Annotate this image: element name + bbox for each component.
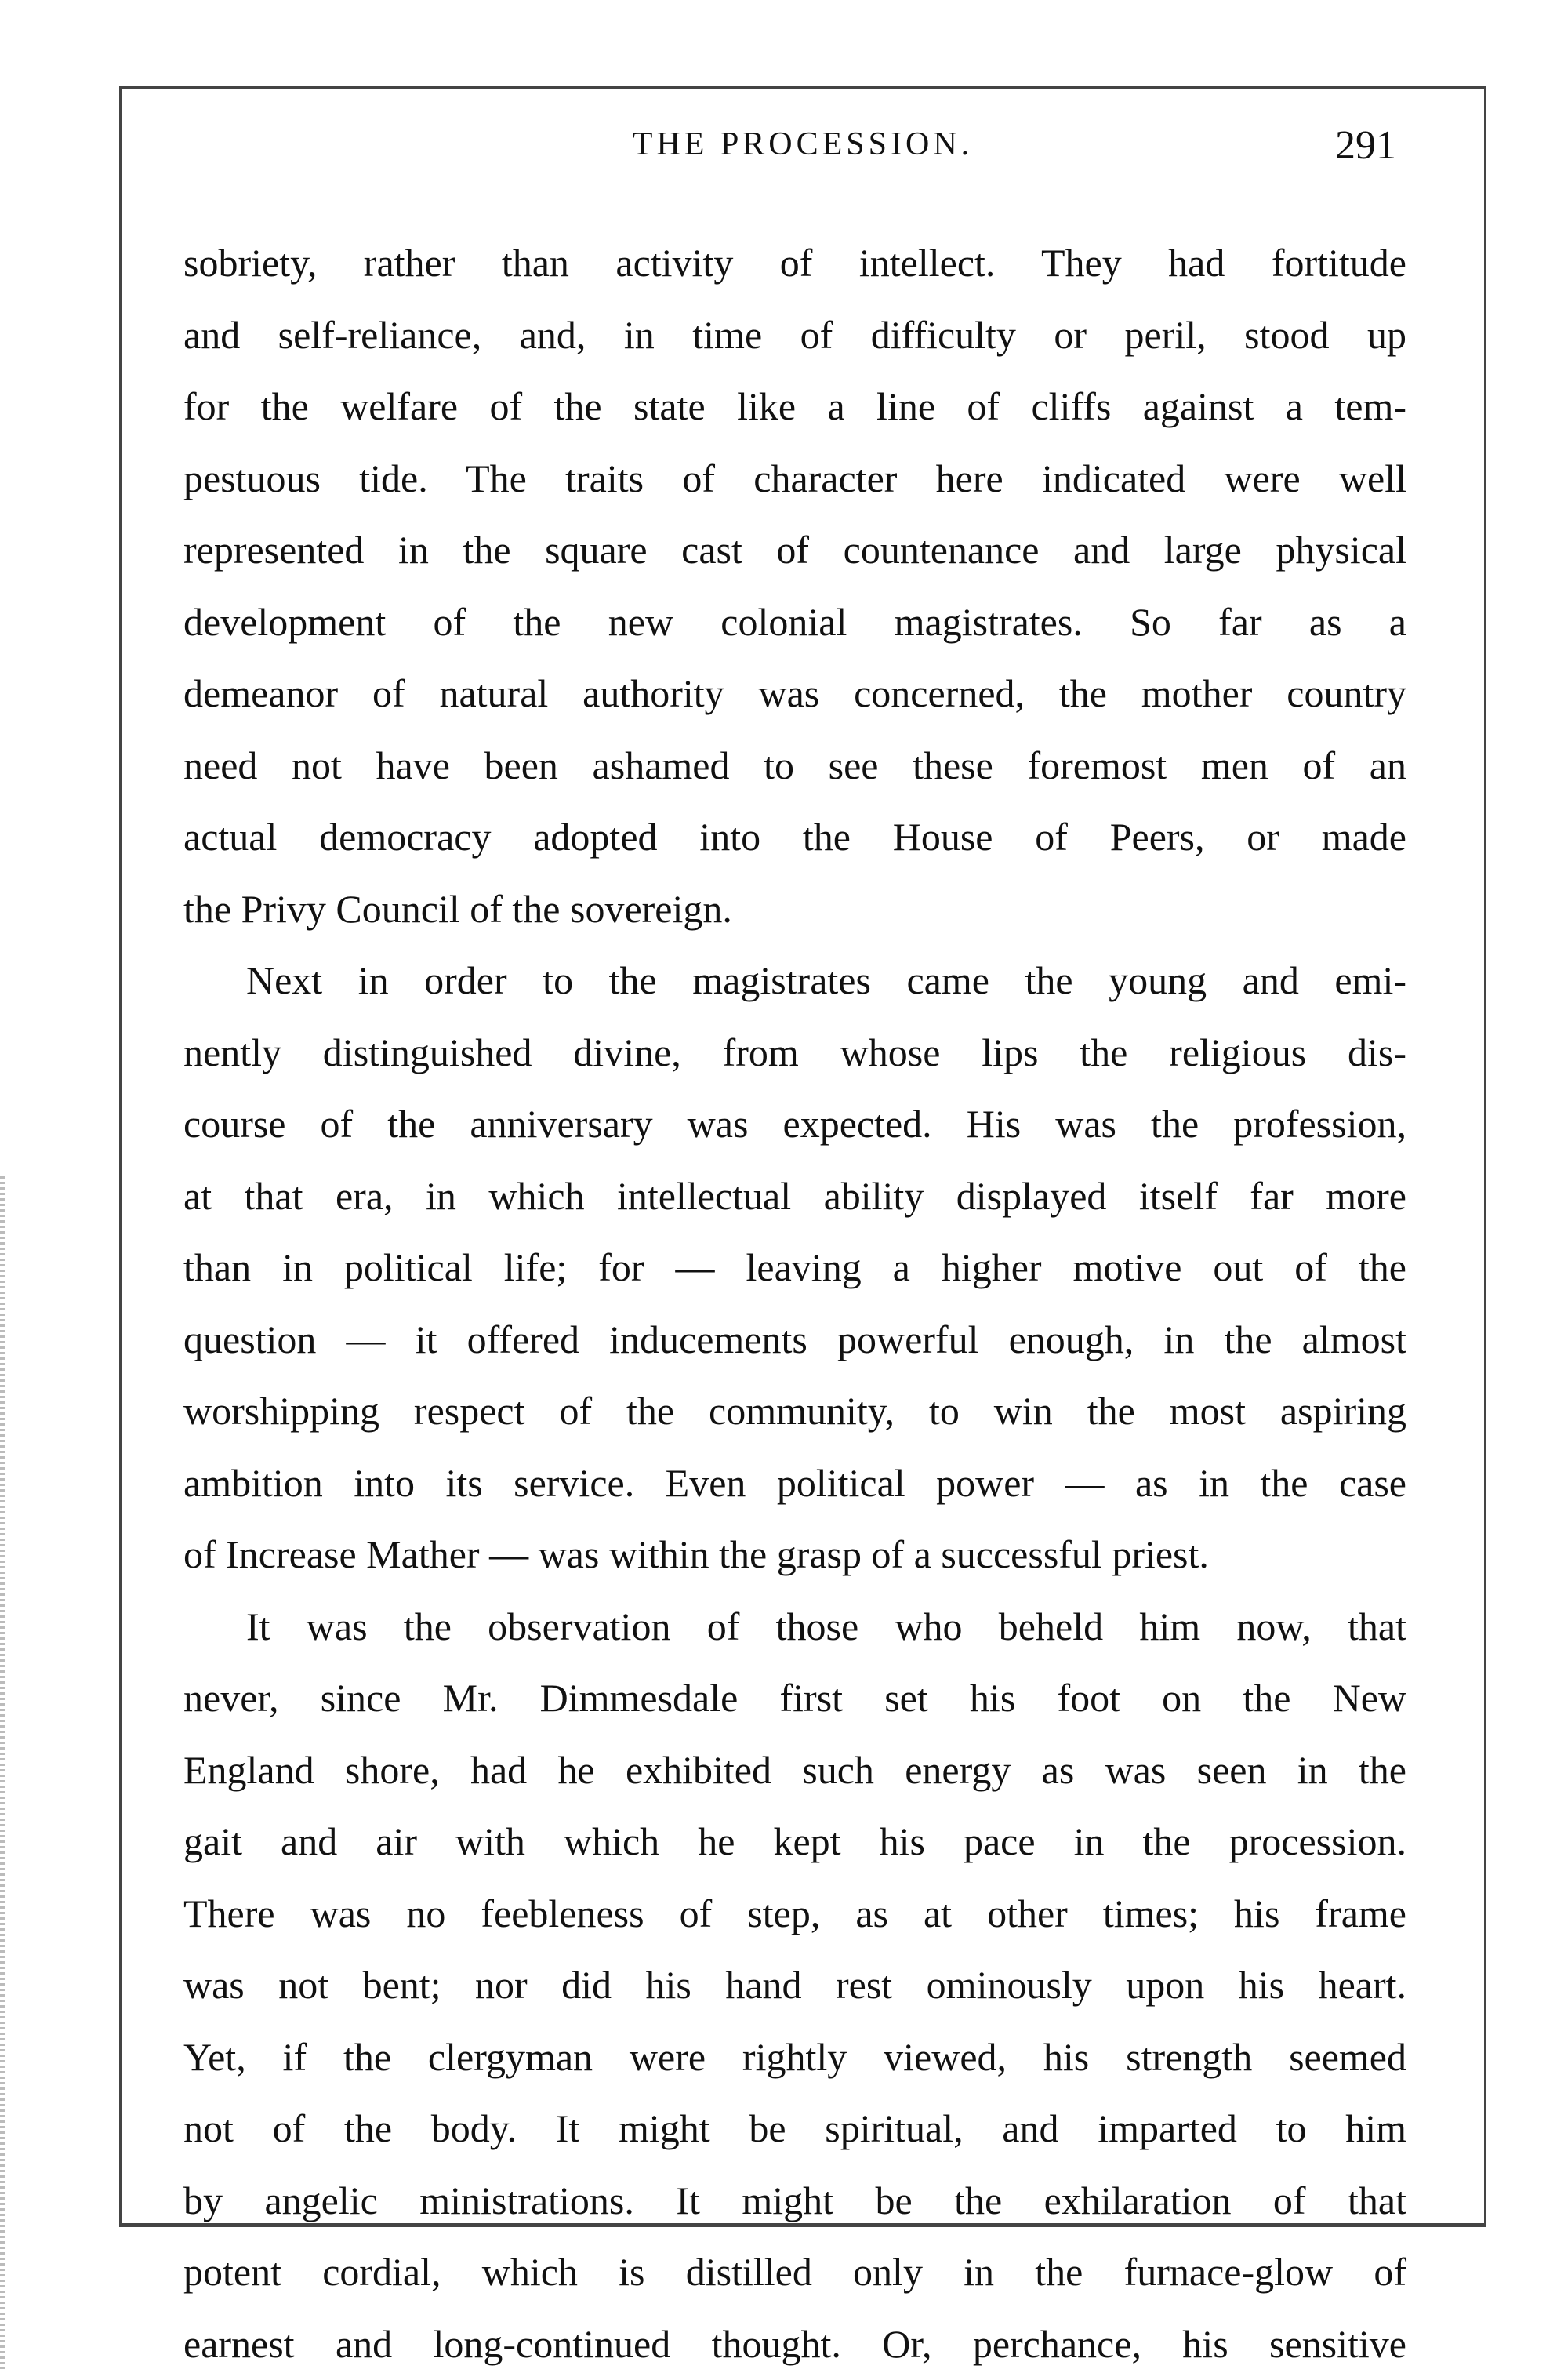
text-line: ambition into its service. Even political power — as in the case xyxy=(183,1448,1406,1520)
text-line: earnest and long-continued thought. Or, perchance, his sensitive xyxy=(183,2309,1406,2380)
text-line: the Privy Council of the sovereign. xyxy=(183,874,1406,946)
text-line: for the welfare of the state like a line of cliffs against a tem- xyxy=(183,371,1406,443)
text-line: It was the observation of those who beheld him now, that xyxy=(183,1591,1406,1663)
text-line: never, since Mr. Dimmesdale first set his foot on the New xyxy=(183,1662,1406,1735)
text-line: demeanor of natural authority was concerned, the mother country xyxy=(183,658,1406,730)
text-line: There was no feebleness of step, as at other times; his frame xyxy=(183,1878,1406,1950)
text-line: than in political life; for — leaving a higher motive out of the xyxy=(183,1232,1406,1304)
text-line: actual democracy adopted into the House of Peers, or made xyxy=(183,801,1406,874)
text-line: question — it offered inducements powerful enough, in the almost xyxy=(183,1304,1406,1376)
text-line: need not have been ashamed to see these foremost men of an xyxy=(183,730,1406,802)
scan-edge-artifact xyxy=(0,1176,5,2369)
text-line: at that era, in which intellectual ability displayed itself far more xyxy=(183,1161,1406,1233)
body-text xyxy=(183,227,1406,2380)
text-line: gait and air with which he kept his pace in the procession. xyxy=(183,1806,1406,1878)
page-number: 291 xyxy=(1335,122,1396,169)
running-title: THE PROCESSION. xyxy=(119,125,1486,163)
text-line: not of the body. It might be spiritual, and imparted to him xyxy=(183,2093,1406,2165)
text-line: of Increase Mather — was within the grasp of a successful priest. xyxy=(183,1519,1406,1591)
text-line: development of the new colonial magistrates. So far as a xyxy=(183,587,1406,659)
text-line: by angelic ministrations. It might be the exhilaration of that xyxy=(183,2165,1406,2237)
text-line: represented in the square cast of countenance and large physical xyxy=(183,514,1406,587)
page-header xyxy=(119,125,1486,173)
text-line: England shore, had he exhibited such energy as was seen in the xyxy=(183,1735,1406,1807)
text-line: sobriety, rather than activity of intellect. They had fortitude xyxy=(183,227,1406,300)
text-line: potent cordial, which is distilled only in the furnace-glow of xyxy=(183,2236,1406,2309)
text-line: was not bent; nor did his hand rest ominously upon his heart. xyxy=(183,1949,1406,2022)
text-line: nently distinguished divine, from whose lips the religious dis- xyxy=(183,1017,1406,1089)
text-line: Yet, if the clergyman were rightly viewed, his strength seemed xyxy=(183,2022,1406,2094)
text-line: Next in order to the magistrates came the young and emi- xyxy=(183,945,1406,1017)
text-line: worshipping respect of the community, to win the most aspiring xyxy=(183,1375,1406,1448)
text-line: course of the anniversary was expected. His was the profession, xyxy=(183,1088,1406,1161)
text-line: pestuous tide. The traits of character here indicated were well xyxy=(183,443,1406,515)
text-line: and self-reliance, and, in time of difficulty or peril, stood up xyxy=(183,300,1406,372)
